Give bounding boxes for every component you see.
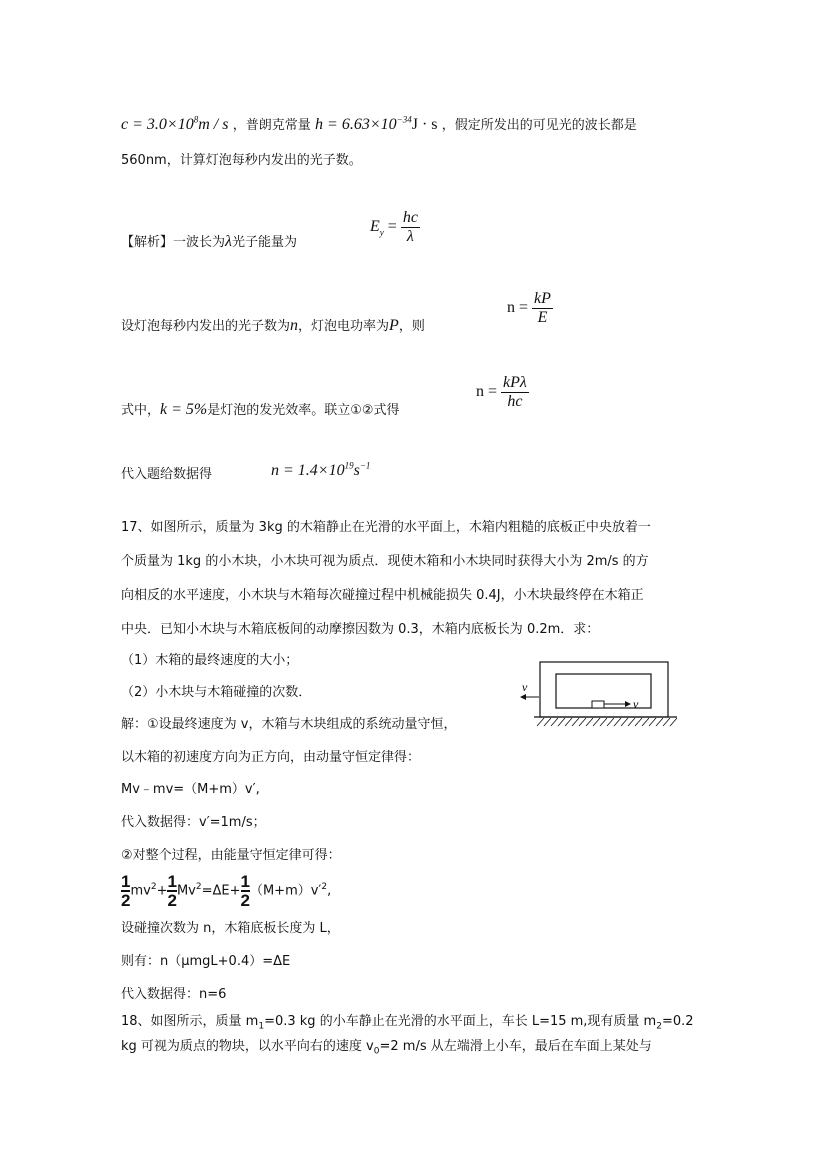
problem17-line-2: 个质量为 1kg 的小木块，小木块可视为质点．现使木箱和小木块同时获得大小为 2m/s 的方 bbox=[121, 554, 649, 569]
photon-count-equation: n = $\frac{kP}{E}$ bbox=[507, 290, 551, 326]
problem17-line-1: 17、如图所示，质量为 3kg 的木箱静止在光滑的水平面上，木箱内粗糙的底板正中央放着一 bbox=[121, 520, 651, 535]
photon-energy-equation: $E_y$ = $\frac{hc}{\lambda}$ bbox=[370, 209, 418, 245]
block-arrowhead-icon bbox=[625, 701, 631, 707]
light-speed-eq: $c = 3.0\times 10^8m / s$ bbox=[121, 114, 229, 133]
box-block-diagram bbox=[517, 661, 679, 731]
collision-count-setup: 设碰撞次数为 n，木箱底板长度为 L， bbox=[121, 921, 340, 936]
solution17-line-2: 以木箱的初速度方向为正方向，由动量守恒定律得： bbox=[121, 750, 421, 765]
velocity-result: 代入数据得：v′=1m/s； bbox=[121, 815, 266, 830]
question-1: （1）木箱的最终速度的大小； bbox=[121, 653, 299, 668]
solution-line-1: 【解析】一波长为λ光子能量为 bbox=[121, 233, 297, 250]
small-block bbox=[592, 701, 604, 708]
planck-eq: $h = 6.63\times 10^{-34}J \cdot s$ bbox=[315, 114, 438, 133]
problem18-line-2: kg 可视为质点的物块，以水平向右的速度 $v_0=2$ m/s 从左端滑上小车，最后在车面上某处与 bbox=[121, 1039, 652, 1057]
intro-line-1 bbox=[121, 116, 637, 135]
momentum-equation: Mv﹣mv=（M+m）v′, bbox=[121, 782, 260, 797]
solution-line-3: 式中，k = 5%是灯泡的发光效率。联立①②式得 bbox=[121, 401, 400, 418]
question-2: （2）小木块与木箱碰撞的次数． bbox=[121, 685, 312, 700]
problem18-line-1: 18、如图所示，质量 $m_1=0.3$ kg 的小车静止在光滑的水平面上，车长 L=15 m,现有质量 $m_2=0.2$ bbox=[121, 1014, 694, 1032]
result-equation: $n = 1.4\times 10^{19}s^{-1}$ bbox=[271, 460, 371, 479]
block-velocity-label: v bbox=[633, 697, 639, 711]
intro-text: ，普朗克常量 bbox=[232, 118, 311, 133]
outer-box bbox=[540, 662, 668, 717]
solution-line-2: 设灯泡每秒内发出的光子数为n，灯泡电功率为P，则 bbox=[121, 317, 425, 334]
energy-intro: ②对整个过程，由能量守恒定律可得： bbox=[121, 848, 341, 863]
collision-equation: 则有：n（μmgL+0.4）=ΔE bbox=[121, 954, 291, 969]
solution17-line-1: 解：①设最终速度为 v，木箱与木块组成的系统动量守恒， bbox=[121, 717, 457, 732]
solution-line-4: 代入题给数据得 bbox=[121, 467, 213, 482]
problem17-line-4: 中央．已知小木块与木箱底板间的动摩擦因数为 0.3，木箱内底板长为 0.2m．求： bbox=[121, 622, 600, 637]
intro-line-2: 560nm，计算灯泡每秒内发出的光子数。 bbox=[121, 153, 362, 168]
box-velocity-label: v bbox=[522, 680, 528, 694]
problem17-line-3: 向相反的水平速度，小木块与木箱每次碰撞过程中机械能损失 0.4J，小木块最终停在木箱正 bbox=[121, 588, 644, 603]
intro-text: ，假定所发出的可见光的波长都是 bbox=[441, 118, 637, 133]
collision-result: 代入数据得：n=6 bbox=[121, 987, 227, 1002]
combined-equation: n = $\frac{\text{kPλ}}{hc}$ bbox=[476, 374, 527, 410]
energy-equation: $\frac{1}{2}$ $mv^2+$ $\frac{1}{2}$ $Mv^2=\Delta E+$ $\frac{1}{2}$ $(M+m)v'^2$, bbox=[121, 872, 332, 910]
box-arrowhead-icon bbox=[520, 694, 526, 700]
ground-hatching bbox=[537, 718, 677, 726]
